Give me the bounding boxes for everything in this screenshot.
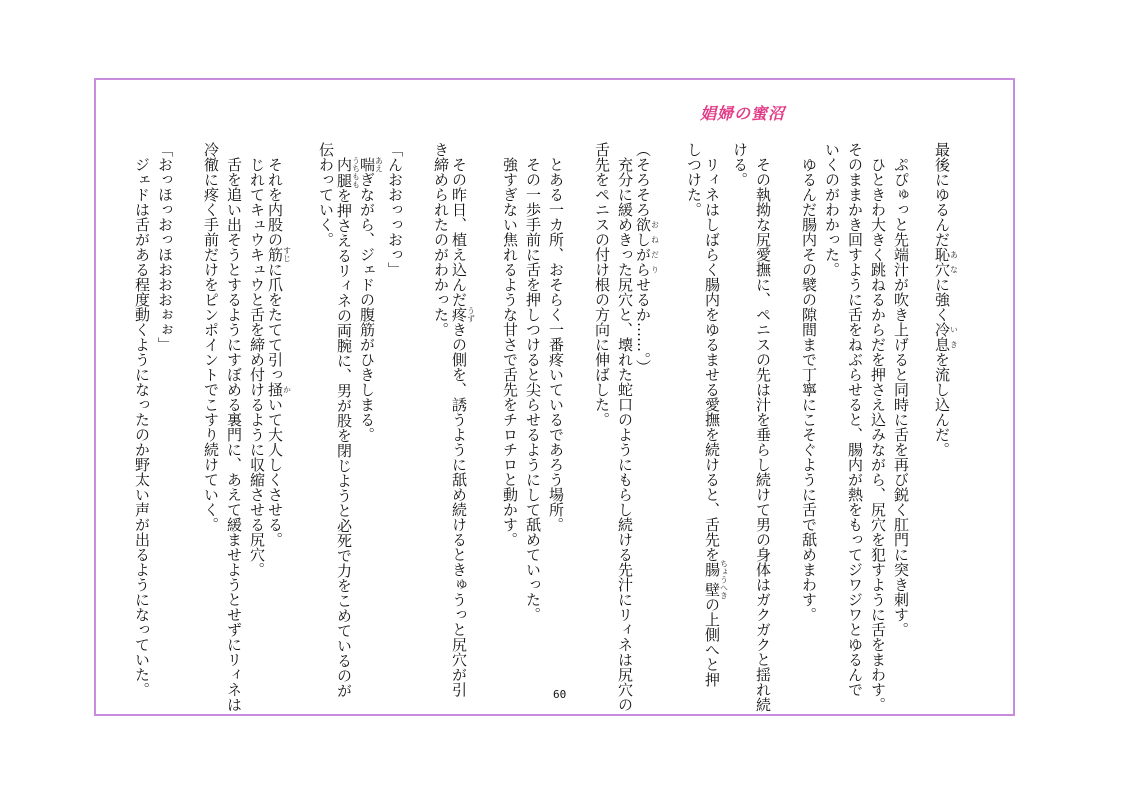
text-line: [636, 142, 659, 672]
text-segment: [358, 142, 376, 157]
text-segment: それを内股の: [266, 142, 284, 247]
text-line: [889, 142, 912, 672]
blank-line: [291, 142, 314, 672]
text-segment: きの側を、誘うように舐め続けるときゅうっと尻穴が引: [450, 322, 468, 697]
text-segment: じれてキュウキュウと舌を締め付けるように収縮させる尻穴。: [248, 142, 266, 577]
text-segment: 充分に緩めきった尻穴と、壊れた蛇口のようにもらし続ける先汁にリィネは尻穴の: [616, 142, 634, 712]
text-segment: 舌先をペニスの付け根の方向に伸ばした。: [593, 142, 611, 427]
ruby-reading: うず: [466, 306, 476, 323]
text-segment: しつけた。: [685, 142, 703, 217]
blank-line: [406, 142, 429, 672]
ruby-reading: いき: [949, 322, 959, 352]
blank-line: [659, 142, 682, 672]
text-line: [544, 142, 567, 672]
text-segment: ジェドは舌がある程度動くようになったのか野太い声が出るようになっていた。: [133, 142, 151, 697]
ruby-word: 疼うず: [450, 306, 476, 323]
text-segment: ゆるんだ腸内その襞の隙間まで丁寧にこそぐように舌で舐めまわす。: [800, 142, 818, 622]
text-line: [613, 142, 636, 712]
text-segment: 「んおおっっおっ」: [386, 142, 404, 277]
text-segment: 最後にゆるんだ: [933, 142, 951, 247]
blank-line: [774, 142, 797, 672]
text-line: [843, 142, 866, 697]
ruby-reading: か: [282, 382, 292, 397]
text-line: [268, 142, 291, 672]
text-line: [450, 142, 476, 697]
ruby-word: 腸壁ちょうへき: [703, 559, 729, 600]
blank-line: [475, 142, 498, 672]
text-line: [383, 142, 406, 672]
text-segment: 強すぎない焦れるような甘さで舌先をチロチロと動かす。: [501, 142, 519, 547]
text-segment: 「おっほっおっほおおおぉぉ」: [156, 142, 174, 352]
ruby-word: 冷息いき: [933, 322, 959, 352]
text-segment: [335, 142, 353, 157]
text-line: [590, 142, 613, 672]
text-line: [245, 142, 268, 672]
text-segment: 伝わっていく。: [317, 142, 335, 247]
text-line: [866, 142, 889, 712]
text-segment: ける。: [731, 142, 749, 187]
text-segment: ぷぴゅっと先端汁が吹き上げると同時に舌を再び鋭く肛門に突き刺す。: [892, 142, 910, 637]
text-segment: 冷徹に疼く手前だけをピンポイントでこすり続けていく。: [202, 142, 220, 532]
text-segment: を流し込んだ。: [933, 352, 951, 457]
ruby-word: 欲しがらおねだり: [634, 217, 660, 277]
text-segment: そのままかき回すように舌をねぶらせると、腸内が熱をもってジワジワとゆるんで: [846, 142, 864, 697]
ruby-word: 喘あえ: [358, 156, 384, 173]
text-segment: 舌を追い出そうとするようにすぼめる裏門に、あえて緩ませようとせずにリィネは: [225, 142, 243, 712]
text-segment: その一歩手前に舌を押しつけると尖らせるようにして舐めていった。: [524, 142, 542, 622]
text-line: [153, 142, 176, 672]
text-line: [130, 142, 153, 697]
text-line: [797, 142, 820, 672]
text-segment: き締められたのがわかった。: [432, 142, 450, 337]
text-segment: に強く: [933, 277, 951, 322]
text-line: [935, 142, 958, 672]
ruby-reading: ちょうへき: [719, 559, 729, 600]
text-line: [703, 142, 729, 687]
blank-line: [567, 142, 590, 672]
text-segment: リィネはしばらく腸内をゆるませる愛撫を続けると、舌先を: [703, 142, 721, 562]
chapter-title: 娼婦の蜜沼: [700, 104, 786, 123]
text-line: [521, 142, 544, 672]
ruby-reading: あな: [949, 247, 959, 277]
blank-line: [176, 142, 199, 672]
text-segment: ひときわ大きく跳ねるからだを押さえ込みながら、尻穴を犯すように舌をまわす。: [869, 142, 887, 712]
text-segment: に爪をたてて引っ: [266, 262, 284, 382]
ruby-reading: あえ: [374, 156, 384, 173]
text-segment: いて大人しくさせる。: [266, 397, 284, 547]
text-segment: とある一カ所、おそらく一番疼いているであろう場所。: [547, 142, 565, 532]
text-segment: ぎながら、ジェドの腹筋がひきしまる。: [358, 172, 376, 442]
ruby-word: 内腿うちもも: [335, 156, 361, 189]
text-segment: せるか……。）: [634, 277, 652, 375]
ruby-reading: おねだり: [650, 217, 660, 277]
text-segment: その昨日、植え込んだ: [450, 142, 468, 307]
ruby-reading: すじ: [282, 246, 292, 263]
ruby-word: 筋すじ: [266, 246, 292, 263]
text-line: [199, 142, 222, 672]
text-line: [360, 142, 383, 672]
text-segment: を押さえるリィネの両腕に、男が股を閉じようと必死で力をこめているのが: [335, 188, 353, 698]
text-line: [728, 142, 751, 672]
text-segment: （そろそろ: [634, 142, 652, 217]
text-segment: その執拗な尻愛撫に、ペニスの先は汁を垂らし続けて男の身体はガクガクと揺れ続: [754, 142, 772, 712]
text-line: [820, 142, 843, 672]
page-number: 60: [553, 688, 567, 701]
ruby-word: 掻か: [266, 382, 292, 397]
ruby-word: 恥穴あな: [933, 247, 959, 277]
text-line: [498, 142, 521, 672]
text-segment: いくのがわかった。: [823, 142, 841, 277]
text-line: [222, 142, 245, 712]
text-line: [751, 142, 774, 712]
ruby-reading: うちもも: [351, 156, 361, 189]
text-segment: の上側へと押: [703, 597, 721, 687]
